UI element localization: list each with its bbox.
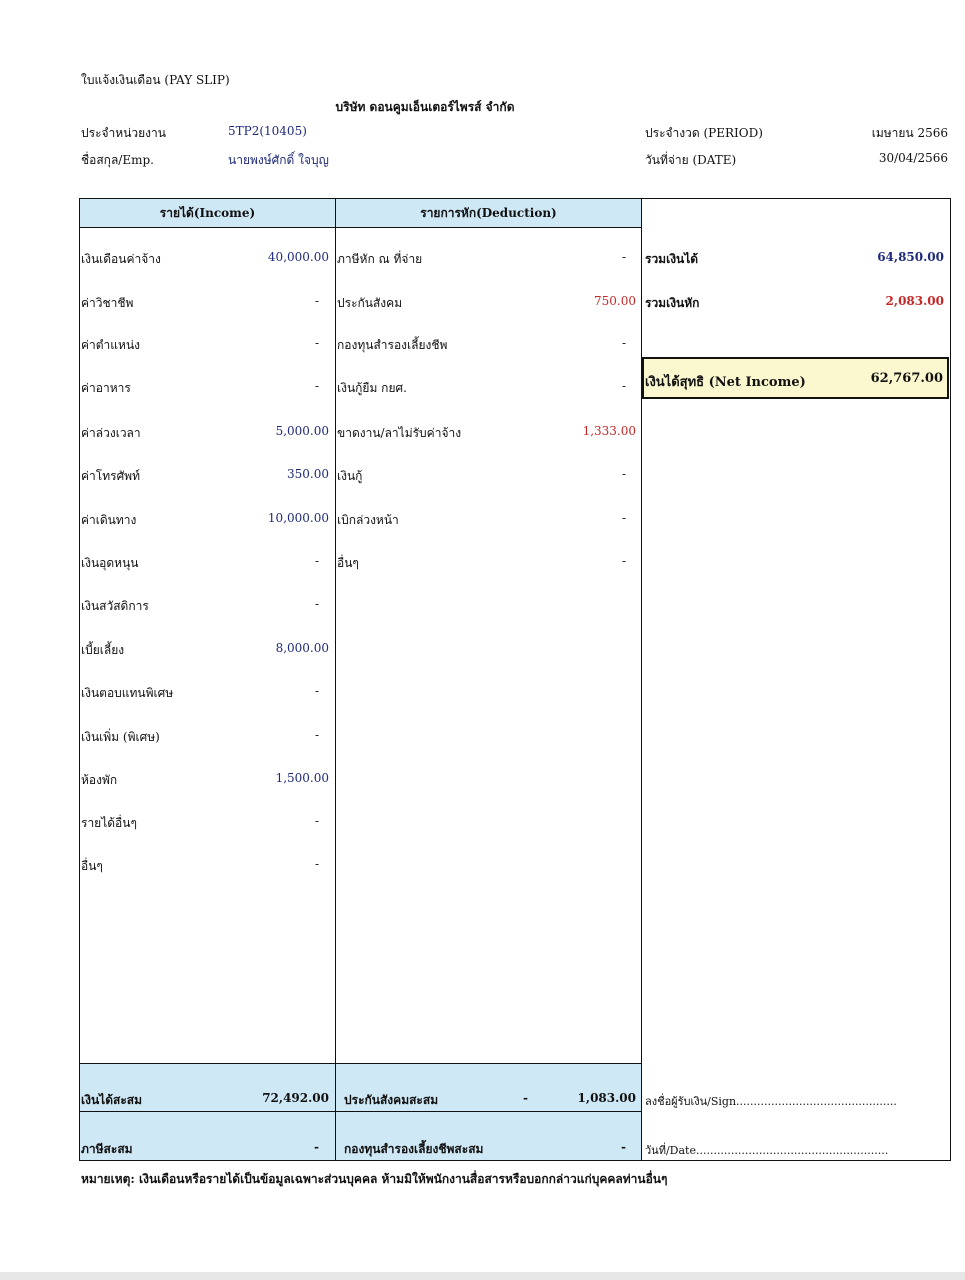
- accumulated-pf-value: -: [621, 1140, 626, 1154]
- list-item-label: ค่าวิชาชีพ: [81, 296, 134, 310]
- list-item-value: -: [314, 597, 319, 611]
- accumulated-income-value: 72,492.00: [262, 1091, 329, 1105]
- list-item-value: -: [621, 467, 626, 481]
- company-name: บริษัท ดอนคูมเอ็นเตอร์ไพรส์ จำกัด: [335, 100, 515, 114]
- list-item-label: เบิกล่วงหน้า: [337, 513, 399, 527]
- list-item-label: ค่าเดินทาง: [81, 513, 137, 527]
- net-income-label: เงินได้สุทธิ (Net Income): [645, 375, 806, 390]
- list-item-label: รายได้อื่นๆ: [81, 816, 137, 830]
- pay-date-label: วันที่จ่าย (DATE): [645, 153, 737, 167]
- accumulated-ss-value: 1,083.00: [577, 1091, 636, 1105]
- list-item-label: เงินกู้ยืม กยศ.: [337, 381, 407, 395]
- list-item-value: -: [314, 814, 319, 828]
- list-item-value: -: [314, 728, 319, 742]
- list-item-value: -: [314, 857, 319, 871]
- total-income-value: 64,850.00: [877, 250, 944, 264]
- list-item-value: -: [621, 336, 626, 350]
- footer-mid-divider: [79, 1111, 642, 1112]
- pay-date-value: 30/04/2566: [878, 151, 948, 165]
- list-item-value: 10,000.00: [267, 511, 329, 525]
- list-item-label: เงินตอบแทนพิเศษ: [81, 686, 174, 700]
- list-item-value: -: [621, 250, 626, 264]
- list-item-label: ภาษีหัก ณ ที่จ่าย: [337, 252, 423, 266]
- list-item-label: เงินสวัสดิการ: [81, 599, 149, 613]
- total-deduction-label: รวมเงินหัก: [645, 296, 700, 310]
- employee-label: ชื่อสกุล/Emp.: [81, 153, 154, 167]
- accumulated-income-label: เงินได้สะสม: [81, 1093, 142, 1107]
- page-bottom-edge: [0, 1272, 965, 1280]
- signature-line: ลงชื่อผู้รับเงิน/Sign..............................................: [645, 1095, 897, 1108]
- list-item-value: 8,000.00: [275, 641, 329, 655]
- income-header: รายได้(Income): [80, 199, 335, 227]
- employee-name: นายพงษ์ศักดิ์ ใจบุญ: [228, 153, 329, 167]
- unit-value: 5TP2(10405): [228, 124, 307, 138]
- accumulated-tax-value: -: [314, 1140, 319, 1154]
- list-item-value: -: [314, 336, 319, 350]
- list-item-value: 750.00: [594, 294, 636, 308]
- list-item-label: เงินกู้: [337, 469, 363, 483]
- list-item-value: -: [621, 554, 626, 568]
- list-item-label: เงินอุดหนุน: [81, 556, 139, 570]
- period-label: ประจำงวด (PERIOD): [645, 126, 763, 140]
- table-top-border: [79, 198, 951, 199]
- period-value: เมษายน 2566: [871, 126, 948, 140]
- list-item-label: ขาดงาน/ลาไม่รับค่าจ้าง: [337, 426, 462, 440]
- table-bottom-border: [79, 1160, 951, 1161]
- list-item-label: อื่นๆ: [337, 556, 359, 570]
- list-item-value: 350.00: [287, 467, 329, 481]
- net-income-value: 62,767.00: [870, 371, 943, 386]
- total-income-label: รวมเงินได้: [645, 252, 699, 266]
- list-item-label: เงินเดือนค่าจ้าง: [81, 252, 161, 266]
- table-left-border: [79, 198, 80, 1161]
- column-divider-1: [335, 198, 336, 1161]
- list-item-label: กองทุนสำรองเลี้ยงชีพ: [337, 338, 448, 352]
- list-item-value: 1,500.00: [275, 771, 329, 785]
- list-item-value: -: [314, 554, 319, 568]
- header-divider: [79, 227, 642, 228]
- doc-title: ใบแจ้งเงินเดือน (PAY SLIP): [81, 73, 230, 87]
- list-item-label: ค่าล่วงเวลา: [81, 426, 141, 440]
- total-deduction-value: 2,083.00: [885, 294, 944, 308]
- list-item-label: อื่นๆ: [81, 859, 103, 873]
- list-item-value: 5,000.00: [275, 424, 329, 438]
- accumulated-ss-label: ประกันสังคมสะสม: [344, 1093, 439, 1107]
- list-item-label: ค่าโทรศัพท์: [81, 469, 141, 483]
- list-item-value: -: [314, 294, 319, 308]
- table-right-border: [950, 198, 951, 1161]
- list-item-value: 40,000.00: [267, 250, 329, 264]
- list-item-label: ค่าอาหาร: [81, 381, 131, 395]
- accumulated-pf-label: กองทุนสำรองเลี้ยงชีพสะสม: [344, 1142, 484, 1156]
- sign-date-line: วันที่/Date.......................................................: [645, 1144, 889, 1157]
- list-item-label: เบี้ยเลี้ยง: [81, 643, 125, 657]
- list-item-value: 1,333.00: [582, 424, 636, 438]
- remark-note: หมายเหตุ: เงินเดือนหรือรายได้เป็นข้อมูลเฉพาะส่วนบุคคล ห้ามมิให้พนักงานสื่อสารหรือบอกกล่าวแก่บุคคลท่านอื่นๆ: [81, 1172, 668, 1186]
- list-item-value: -: [314, 379, 319, 393]
- list-item-label: เงินเพิ่ม (พิเศษ): [81, 730, 160, 744]
- list-item-label: ค่าตำแหน่ง: [81, 338, 141, 352]
- deduction-header: รายการหัก(Deduction): [336, 199, 641, 227]
- accumulated-ss-dash: -: [523, 1091, 528, 1105]
- list-item-value: -: [314, 684, 319, 698]
- unit-label: ประจำหน่วยงาน: [81, 126, 166, 140]
- list-item-label: ห้องพัก: [81, 773, 118, 787]
- list-item-label: ประกันสังคม: [337, 296, 403, 310]
- list-item-value: -: [621, 379, 626, 393]
- list-item-value: -: [621, 511, 626, 525]
- footer-top-divider: [79, 1063, 642, 1064]
- column-divider-2: [641, 198, 642, 1161]
- accumulated-tax-label: ภาษีสะสม: [81, 1142, 133, 1156]
